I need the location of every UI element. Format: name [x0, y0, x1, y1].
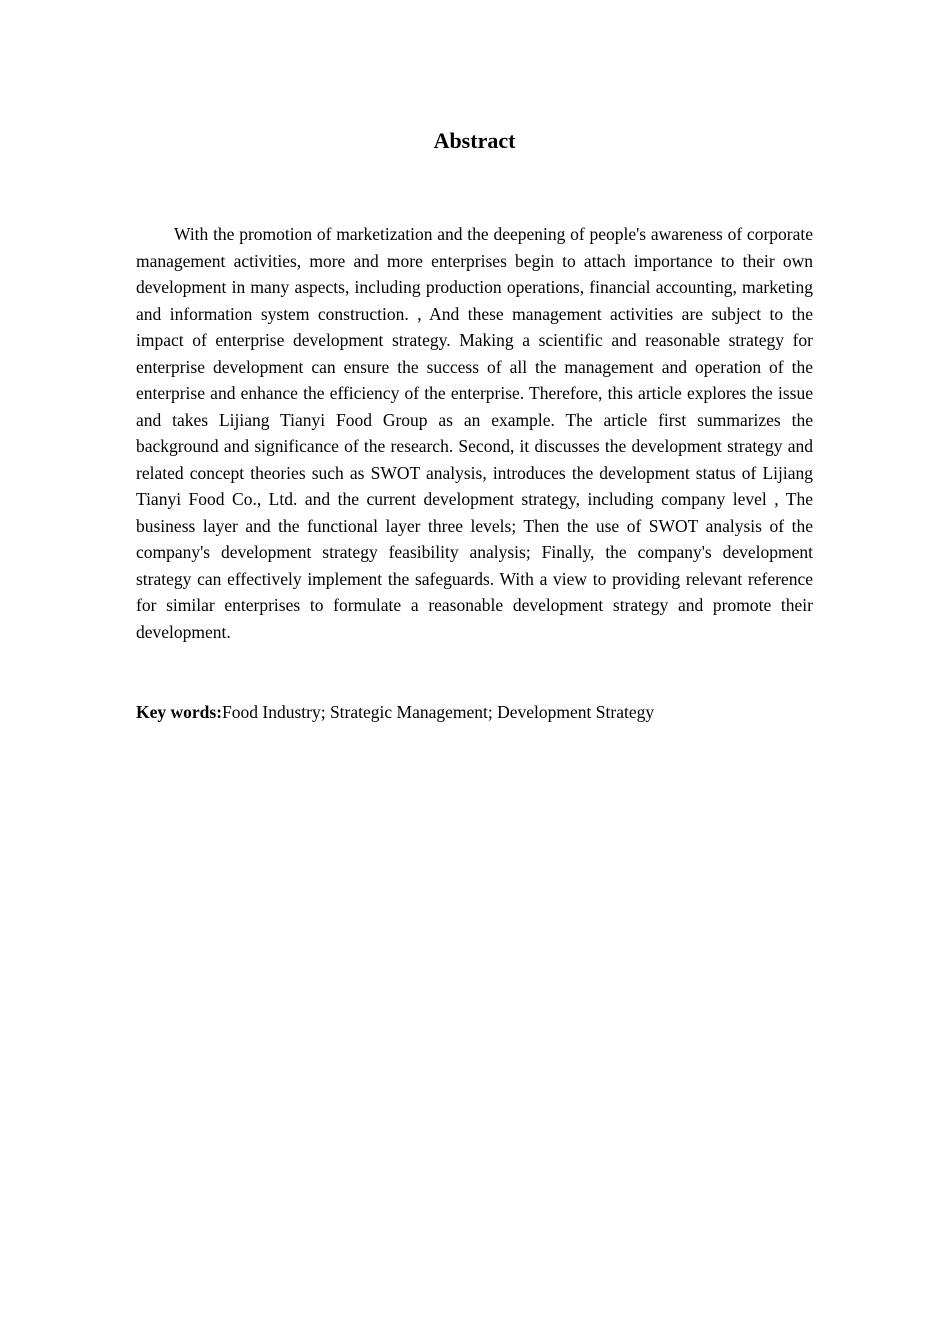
document-page	[136, 0, 813, 1344]
keywords-value: Food Industry; Strategic Management; Development Strategy	[222, 702, 655, 722]
abstract-title: Abstract	[433, 128, 516, 153]
keywords-label: Key words:	[136, 702, 223, 722]
abstract-body: With the promotion of marketization and the deepening of people's awareness of corporate management activities, more and more enterprises begin to attach importance to their own development in many aspects, including production operations, financial accounting, marketing and information system construction. , And these management activities are subject to the impact of enterprise development strategy. Making a scientific and reasonable strategy for enterprise development can ensure the success of all the management and operation of the enterprise and enhance the efficiency of the enterprise. Therefore, this article explores the issue and takes Lijiang Tianyi Food Group as an example. The article first summarizes the background and significance of the research. Second, it discusses the development strategy and related concept theories such as SWOT analysis, introduces the development status of Lijiang Tianyi Food Co., Ltd. and the current development strategy, including company level , The business layer and the functional layer three levels; Then the use of SWOT analysis of the company's development strategy feasibility analysis; Finally, the company's development strategy can effectively implement the safeguards. With a view to providing relevant reference for similar enterprises to formulate a reasonable development strategy and promote their development.	[136, 224, 813, 642]
keywords-line	[136, 699, 813, 726]
